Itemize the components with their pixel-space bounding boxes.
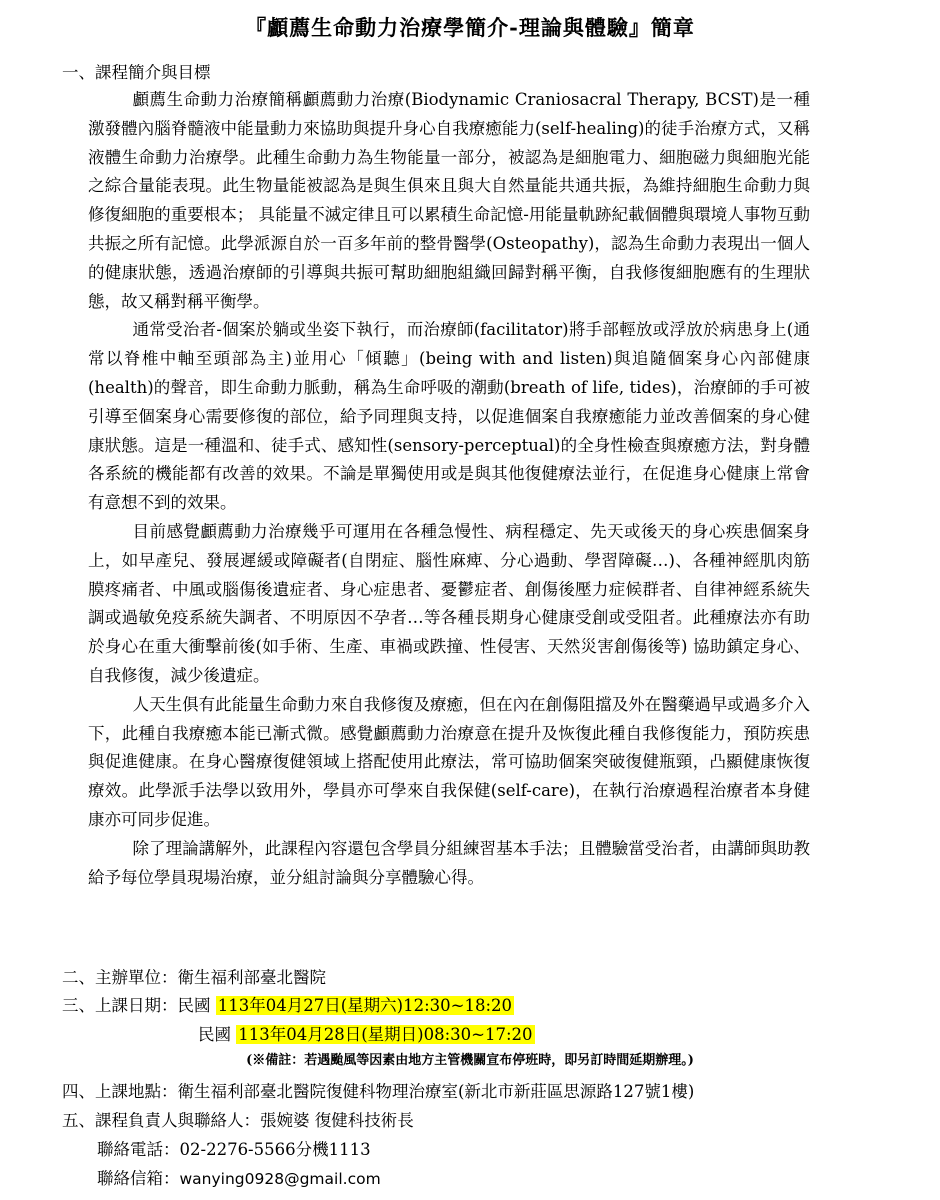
section5-value: 張婉婆 復健科技術長 <box>260 1111 414 1130</box>
section1-heading: 一、課程簡介與目標 <box>62 63 211 82</box>
section5-contact-person <box>62 1107 414 1135</box>
paragraph-3: 目前感覺顱薦動力治療幾乎可運用在各種急慢性、病程穩定、先天或後天的身心疾患個案身上，如早產兒、發展遲緩或障礙者(自閉症、腦性麻痺、分心過動、學習障礙…)、各種神經肌肉筋膜疼痛者、中風或腦傷後遺症者、身心症患者、憂鬱症者、創傷後壓力症候群者、自律神經系統失調或過敏免疫系統失調者、不明原因不孕者…等各種長期身心健康受創或受阻者。此種療法亦有助於身心在重大衝擊前後(如手術、生產、車禍或跌撞、性侵害、天然災害創傷後等) 協助鎮定身心、自我修復，減少後遺症。 <box>88 521 810 685</box>
paragraph-2: 通常受治者-個案於躺或坐姿下執行，而治療師(facilitator)將手部輕放或浮放於病患身上(通常以脊椎中軸至頭部為主)並用心「傾聽」(being with and listen)與追隨個案身心內部健康(health)的聲音，即生命動力脈動，稱為生命呼吸的潮動(breath of life, tides)，治療師的手可被引導至個案身心需要修復的部位，給予同理與支持，以促進個案自我療癒能力並改善個案的身心健康狀態。這是一種溫和、徒手式、感知性(sensory-perceptual)的全身性檢查與療癒方法，對身體各系統的機能都有改善的效果。不論是單獨使用或是與其他復健療法並行，在促進身心健康上常會有意想不到的效果。 <box>88 320 810 513</box>
phone-label: 聯絡電話： <box>97 1140 180 1159</box>
contact-email <box>97 1165 381 1193</box>
section3-label: 三、上課日期： <box>62 996 178 1015</box>
section4-location <box>62 1078 694 1106</box>
section5-label: 五、課程負責人與聯絡人： <box>62 1111 260 1130</box>
date-2-prefix: 民國 <box>198 1025 231 1044</box>
section2-value: 衛生福利部臺北醫院 <box>177 968 326 987</box>
email-value[interactable]: wanying0928@gmail.com <box>179 1170 381 1188</box>
contact-phone <box>97 1136 371 1164</box>
date-2-highlight: 113年04月28日(星期日)08:30~17:20 <box>238 1025 533 1044</box>
section3-date-1 <box>62 992 514 1020</box>
date-1-highlight: 113年04月27日(星期六)12:30~18:20 <box>217 996 513 1015</box>
email-label: 聯絡信箱： <box>97 1169 180 1188</box>
phone-value: 02-2276-5566分機1113 <box>179 1140 371 1159</box>
section4-value: 衛生福利部臺北醫院復健科物理治療室(新北市新莊區思源路127號1樓) <box>177 1082 695 1101</box>
section2-label: 二、主辦單位： <box>62 968 178 987</box>
section4-label: 四、上課地點： <box>62 1082 178 1101</box>
paragraph-1: 顱薦生命動力治療簡稱顱薦動力治療(Biodynamic Craniosacral Therapy, BCST)是一種激發體內腦脊髓液中能量動力來協助與提升身心自我療癒能力(self-healing)的徒手治療方式，又稱液體生命動力治療學。此種生命動力為生物能量一部分，被認為是細胞電力、細胞磁力與細胞光能之綜合量能表現。此生物量能被認為是與生俱來且與大自然量能共通共振，為維持細胞生命動力與修復細胞的重要根本； 具能量不滅定律且可以累積生命記憶-用能量軌跡紀載個體與環境人事物互動共振之所有記憶。此學派源自於一百多年前的整骨醫學(Osteopathy)，認為生命動力表現出一個人的健康狀態，透過治療師的引導與共振可幫助細胞組織回歸對稱平衡，自我修復細胞應有的生理狀態，故又稱對稱平衡學。 <box>88 90 810 311</box>
typhoon-note: (※備註：若遇颱風等因素由地方主管機關宣布停班時，即另訂時間延期辦理。) <box>246 1053 694 1068</box>
section2-organizer <box>62 964 326 992</box>
paragraph-4: 人天生俱有此能量生命動力來自我修復及療癒，但在內在創傷阻擋及外在醫藥過早或過多介入下，此種自我療癒本能已漸式微。感覺顱薦動力治療意在提升及恢復此種自我修復能力，預防疾患與促進健康。在身心醫療復健領域上搭配使用此療法，常可協助個案突破復健瓶頸，凸顯健康恢復療效。此學派手法學以致用外，學員亦可學來自我保健(self-care)，在執行治療過程治療者本身健康亦可同步促進。 <box>88 694 810 829</box>
date-1-prefix: 民國 <box>177 996 211 1015</box>
section1-body <box>88 86 810 892</box>
section3-date-2 <box>198 1021 535 1049</box>
paragraph-5: 除了理論講解外，此課程內容還包含學員分組練習基本手法；且體驗當受治者，由講師與助教給予每位學員現場治療，並分組討論與分享體驗心得。 <box>88 838 810 887</box>
document-title: 『顱薦生命動力治療學簡介-理論與體驗』簡章 <box>245 15 695 40</box>
